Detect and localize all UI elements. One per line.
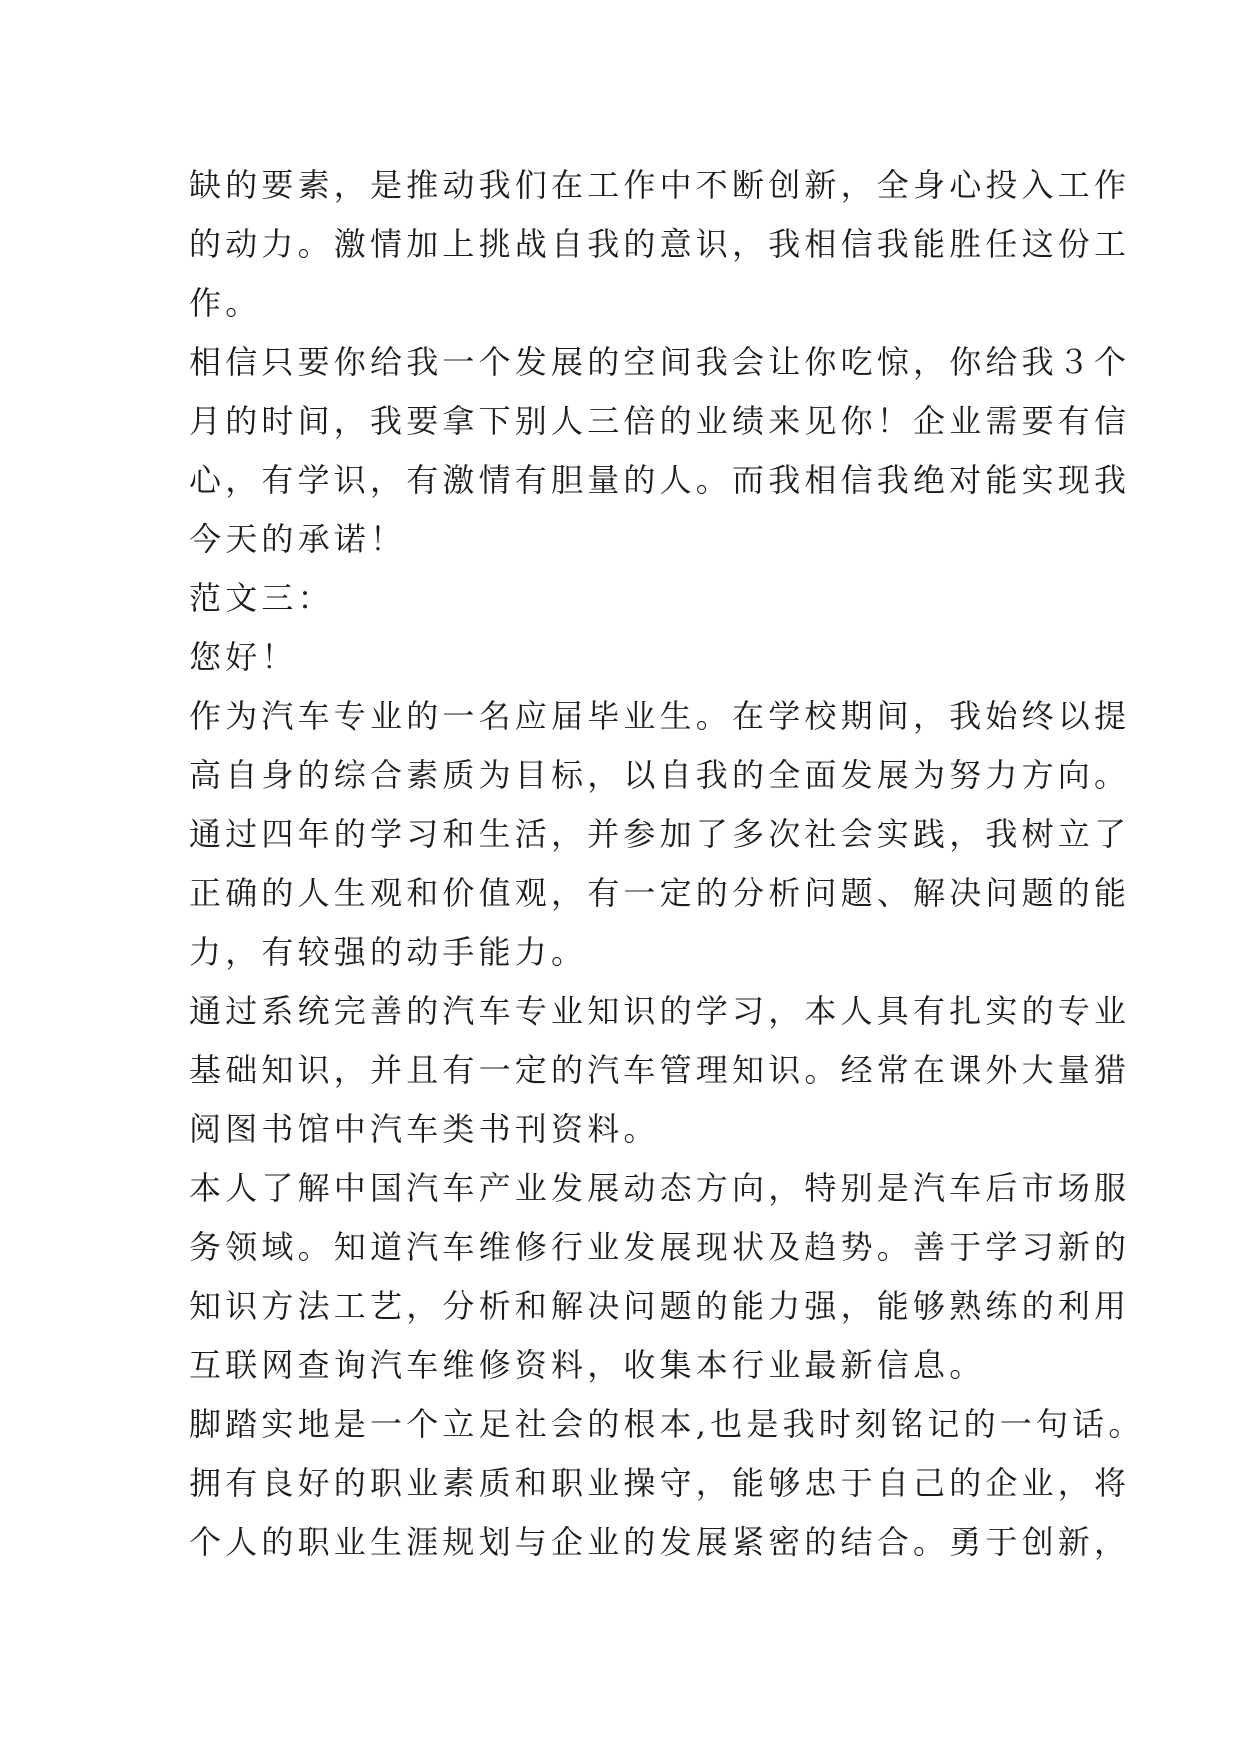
text-line: 本人了解中国汽车产业发展动态方向，特别是汽车后市场服 — [189, 1169, 1131, 1207]
text-line: 的动力。激情加上挑战自我的意识，我相信我能胜任这份工 — [189, 225, 1131, 263]
text-line: 基础知识，并且有一定的汽车管理知识。经常在课外大量猎 — [189, 1051, 1131, 1089]
text-line: 正确的人生观和价值观，有一定的分析问题、解决问题的能 — [189, 874, 1131, 912]
text-line: 个人的职业生涯规划与企业的发展紧密的结合。勇于创新， — [189, 1523, 1131, 1561]
text-line: 拥有良好的职业素质和职业操守，能够忠于自己的企业，将 — [189, 1464, 1131, 1502]
salutation: 您好！ — [189, 638, 298, 676]
text-line: 知识方法工艺，分析和解决问题的能力强，能够熟练的利用 — [189, 1287, 1131, 1325]
text-line: 通过系统完善的汽车专业知识的学习，本人具有扎实的专业 — [189, 992, 1131, 1030]
text-line: 作为汽车专业的一名应届毕业生。在学校期间，我始终以提 — [189, 697, 1131, 735]
text-line: 阅图书馆中汽车类书刊资料。 — [189, 1110, 660, 1148]
text-line: 力，有较强的动手能力。 — [189, 933, 588, 971]
text-line: 心，有学识，有激情有胆量的人。而我相信我绝对能实现我 — [189, 461, 1131, 499]
text-line: 互联网查询汽车维修资料，收集本行业最新信息。 — [189, 1346, 986, 1384]
text-line: 月的时间，我要拿下别人三倍的业绩来见你！企业需要有信 — [189, 402, 1131, 440]
section-heading: 范文三： — [189, 579, 334, 617]
text-line: 脚踏实地是一个立足社会的根本,也是我时刻铭记的一句话。 — [189, 1405, 1145, 1443]
text-line: 务领域。知道汽车维修行业发展现状及趋势。善于学习新的 — [189, 1228, 1131, 1266]
text-line: 缺的要素，是推动我们在工作中不断创新，全身心投入工作 — [189, 166, 1131, 204]
text-line: 高自身的综合素质为目标，以自我的全面发展为努力方向。 — [189, 756, 1131, 794]
text-line: 通过四年的学习和生活，并参加了多次社会实践，我树立了 — [189, 815, 1131, 853]
text-line: 今天的承诺！ — [189, 520, 407, 558]
document-body — [189, 156, 1145, 1572]
text-line: 作。 — [189, 284, 262, 322]
text-line: 相信只要你给我一个发展的空间我会让你吃惊，你给我３个 — [189, 343, 1131, 381]
